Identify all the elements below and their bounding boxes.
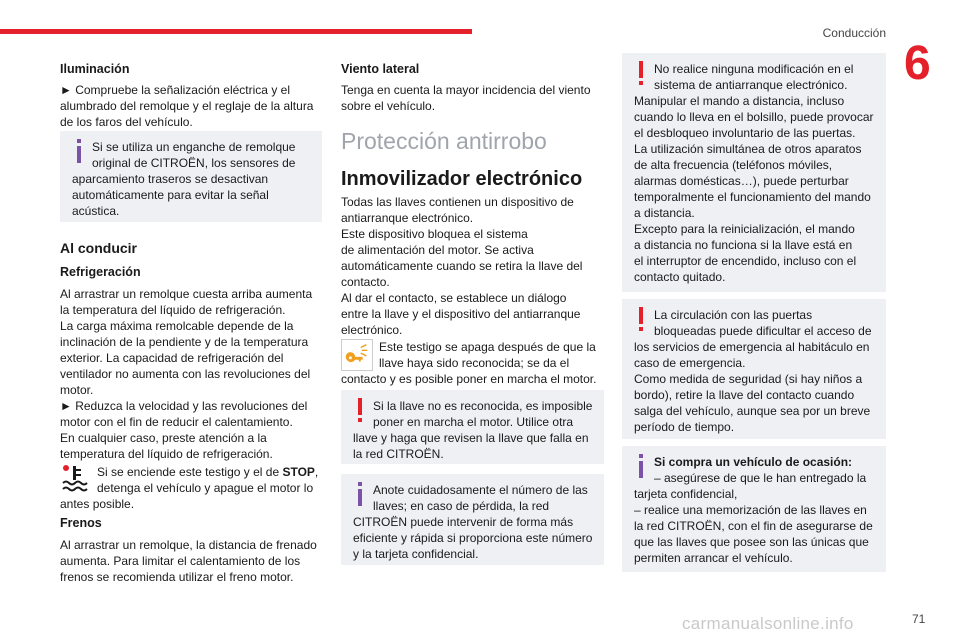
info-note-vehiculo-ocasion: Si compra un vehículo de ocasión: – asegúrese de que le han entregado la tarjeta confidencial, – realice una memorización de las llaves en la red CITROËN, con el fin de asegurarse de que las llaves que posee son las únicas que permiten arrancar el vehículo.: [622, 446, 886, 572]
warning-puertas-bloqueadas: La circulación con las puertas bloqueadas puede dificultar el acceso de los servicios de emergencia al habitáculo en caso de emergencia. Como medida de seguridad (si hay niños a bordo), retire la llave del contacto cuando salga del vehículo, aunque sea por un breve período de tiempo.: [622, 299, 886, 439]
warning-icon: [634, 61, 648, 89]
heading-frenos: Frenos: [60, 516, 102, 530]
header-accent-bar: [0, 29, 472, 34]
info-icon: [353, 482, 367, 510]
warning-antiarranque: No realice ninguna modificación en el sistema de antiarranque electrónico. Manipular el mando a distancia, incluso cuando lo lleva en el bolsillo, puede provocar el desbloqueo involuntario de las puertas. La utilización simultánea de otros aparatos de alta frecuencia (teléfonos móviles, alarmas domésticas…), puede perturbar temporalmente el funcionamiento del mando a distancia. Excepto para la reinicialización, el mando a distancia no funciona si la llave está en el interruptor de encendido, incluso con el contacto quitado.: [622, 53, 886, 292]
warning-icon: [353, 398, 367, 426]
text-iluminacion: ► Compruebe la señalización eléctrica y el alumbrado del remolque y el reglaje de la altura de los faros del vehículo.: [60, 83, 314, 129]
warning-llave-no-reconocida: Si la llave no es reconocida, es imposible poner en marcha el motor. Utilice otra llave y haga que revisen la llave que falla en la red CITROËN.: [341, 390, 604, 464]
info-note-enganche: Si se utiliza un enganche de remolque original de CITROËN, los sensores de aparcamiento traseros se desactivan automáticamente para evitar la señal acústica.: [60, 131, 322, 222]
heading-viento-lateral: Viento lateral: [341, 62, 420, 76]
warning-icon: [634, 307, 648, 335]
heading-iluminacion: Iluminación: [60, 62, 130, 76]
heading-al-conducir: Al conducir: [60, 240, 138, 256]
text-viento-lateral: Tenga en cuenta la mayor incidencia del viento sobre el vehículo.: [341, 83, 591, 113]
heading-inmovilizador: Inmovilizador electrónico: [341, 168, 583, 190]
page-number: 71: [912, 612, 926, 626]
info-note-numero-llaves: Anote cuidadosamente el número de las llaves; en caso de pérdida, la red CITROËN puede intervenir de forma más eficiente y rápida si proporciona este número y la tarjeta confidencial.: [341, 474, 604, 565]
text-stop-warning: Si se enciende este testigo y el de STOP,: [97, 465, 319, 479]
key-warning-icon: [341, 339, 373, 371]
text-testigo-2: llave haya sido reconocida; se da el: [379, 356, 570, 370]
text-testigo-3: contacto y es posible poner en marcha el motor.: [341, 372, 597, 386]
chapter-number: 6: [904, 37, 931, 90]
heading-refrigeracion: Refrigeración: [60, 265, 141, 279]
heading-proteccion-antirrobo: Protección antirrobo: [341, 128, 547, 154]
text-testigo-1: Este testigo se apaga después de que la: [379, 340, 596, 354]
watermark: carmanualsonline.info: [682, 614, 854, 633]
text-stop-line3: antes posible.: [60, 497, 135, 511]
text-refrigeracion: Al arrastrar un remolque cuesta arriba aumenta la temperatura del líquido de refrigeración. La carga máxima remolcable depende de la inclinación de la pendiente y de la temperatura exterior. La capacidad de refrigeración del ventilador no aumenta con las revoluciones del motor. ► Reduzca la velocidad y las revoluciones del motor con el fin de reducir el calentamiento. En cualquier caso, preste atención a la temperatura del líquido de refrigeración.: [60, 287, 313, 461]
section-title: Conducción: [822, 26, 886, 40]
info-icon: [72, 139, 86, 167]
text-stop-line2: detenga el vehículo y apague el motor lo: [97, 481, 314, 495]
text-frenos: Al arrastrar un remolque, la distancia de frenado aumenta. Para limitar el calentamiento de los frenos se recomienda utilizar el freno motor.: [60, 538, 317, 584]
info-icon: [634, 454, 648, 482]
coolant-temperature-icon: [60, 463, 90, 493]
text-inmovilizador: Todas las llaves contienen un dispositivo de antiarranque electrónico. Este dispositivo bloquea el sistema de alimentación del motor. Se activa automáticamente cuando se retira la llave del contacto. Al dar el contacto, se establece un diálogo entre la llave y el dispositivo del antiarranque electrónico.: [341, 195, 583, 337]
